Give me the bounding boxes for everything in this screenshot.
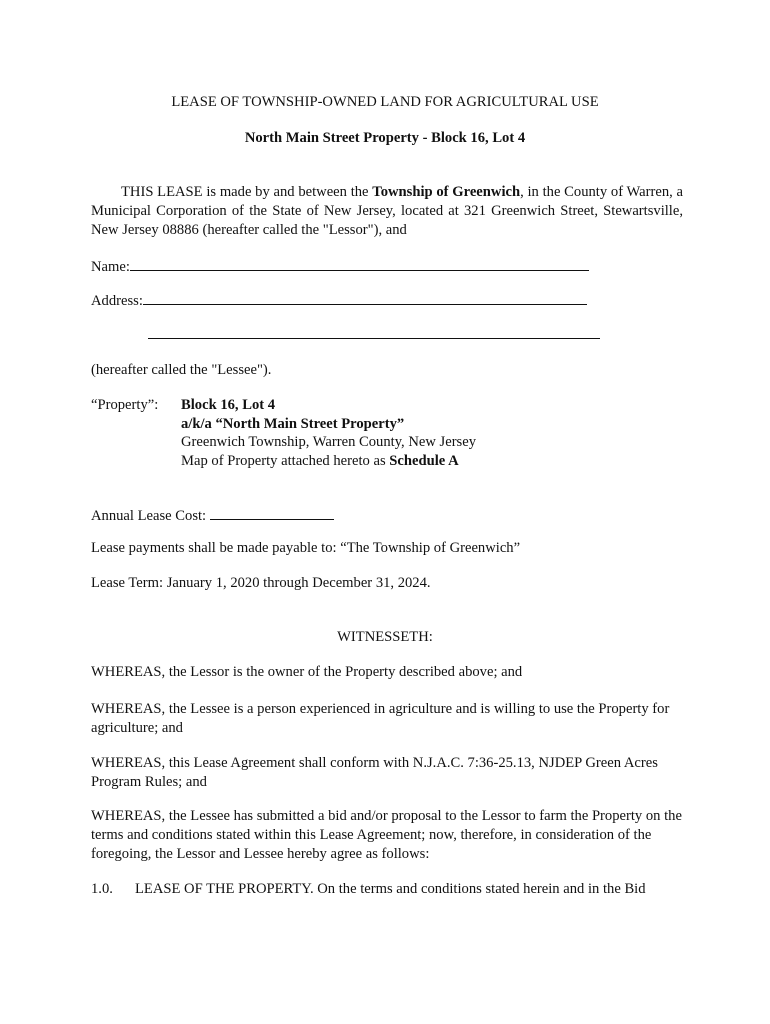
payments-text: Lease payments shall be made payable to: “The Township of Greenwich” xyxy=(91,540,521,556)
whereas-clause-3: WHEREAS, this Lease Agreement shall conform with N.J.A.C. 7:36-25.13, NJDEP Green Acres Program Rules; and xyxy=(91,755,658,790)
property-details xyxy=(181,396,476,470)
lessee-note: (hereafter called the "Lessee"). xyxy=(91,362,272,378)
name-label: Name: xyxy=(91,259,130,275)
property-block-lot: Block 16, Lot 4 xyxy=(181,397,276,413)
annual-cost-blank-line[interactable] xyxy=(210,505,334,520)
lease-term: Lease Term: January 1, 2020 through December 31, 2024. xyxy=(91,575,431,591)
property-map-text: Map of Property attached hereto as xyxy=(181,452,390,469)
lessor-name: Township of Greenwich xyxy=(372,184,521,200)
name-blank-line[interactable] xyxy=(130,256,589,271)
witnesseth-heading: WITNESSETH: xyxy=(337,629,433,645)
intro-text-part1: THIS LEASE is made by and between the xyxy=(121,184,373,200)
property-aka: a/k/a “North Main Street Property” xyxy=(181,415,405,432)
name-field-row xyxy=(91,256,589,277)
address-blank-line-1[interactable] xyxy=(143,290,587,305)
section-1-number: 1.0. xyxy=(91,881,113,897)
intro-paragraph xyxy=(91,183,683,240)
address-label: Address: xyxy=(91,293,143,309)
whereas-clause-1: WHEREAS, the Lessor is the owner of the Property described above; and xyxy=(91,664,523,680)
document-title: LEASE OF TOWNSHIP-OWNED LAND FOR AGRICULTURAL USE xyxy=(171,94,599,110)
address-field-row xyxy=(91,290,587,311)
whereas-clause-2: WHEREAS, the Lessee is a person experienced in agriculture and is willing to use the Property for agriculture; and xyxy=(91,701,670,736)
annual-cost-row xyxy=(91,505,334,526)
annual-cost-label: Annual Lease Cost: xyxy=(91,508,207,524)
address-blank-line-2[interactable] xyxy=(148,324,600,339)
property-label: “Property”: xyxy=(91,397,159,413)
intro-text-part2: , in the County of Warren, a Municipal Corporation of the State of New Jersey, located at 321 Greenwich Street, Stewartsville, New Jersey 08886 (hereafter called the "Lessor"), and xyxy=(91,184,683,238)
address-line-2-row xyxy=(148,324,600,345)
section-1-text: LEASE OF THE PROPERTY. On the terms and conditions stated herein and in the Bid xyxy=(135,881,646,897)
whereas-clause-4: WHEREAS, the Lessee has submitted a bid and/or proposal to the Lessor to farm the Property on the terms and conditions stated within this Lease Agreement; now, therefore, in consideration of the foregoing, the Lessor and Lessee hereby agree as follows: xyxy=(91,808,682,862)
property-location: Greenwich Township, Warren County, New Jersey xyxy=(181,434,477,450)
schedule-a-reference: Schedule A xyxy=(389,452,459,469)
document-subtitle: North Main Street Property - Block 16, Lot 4 xyxy=(244,130,526,146)
